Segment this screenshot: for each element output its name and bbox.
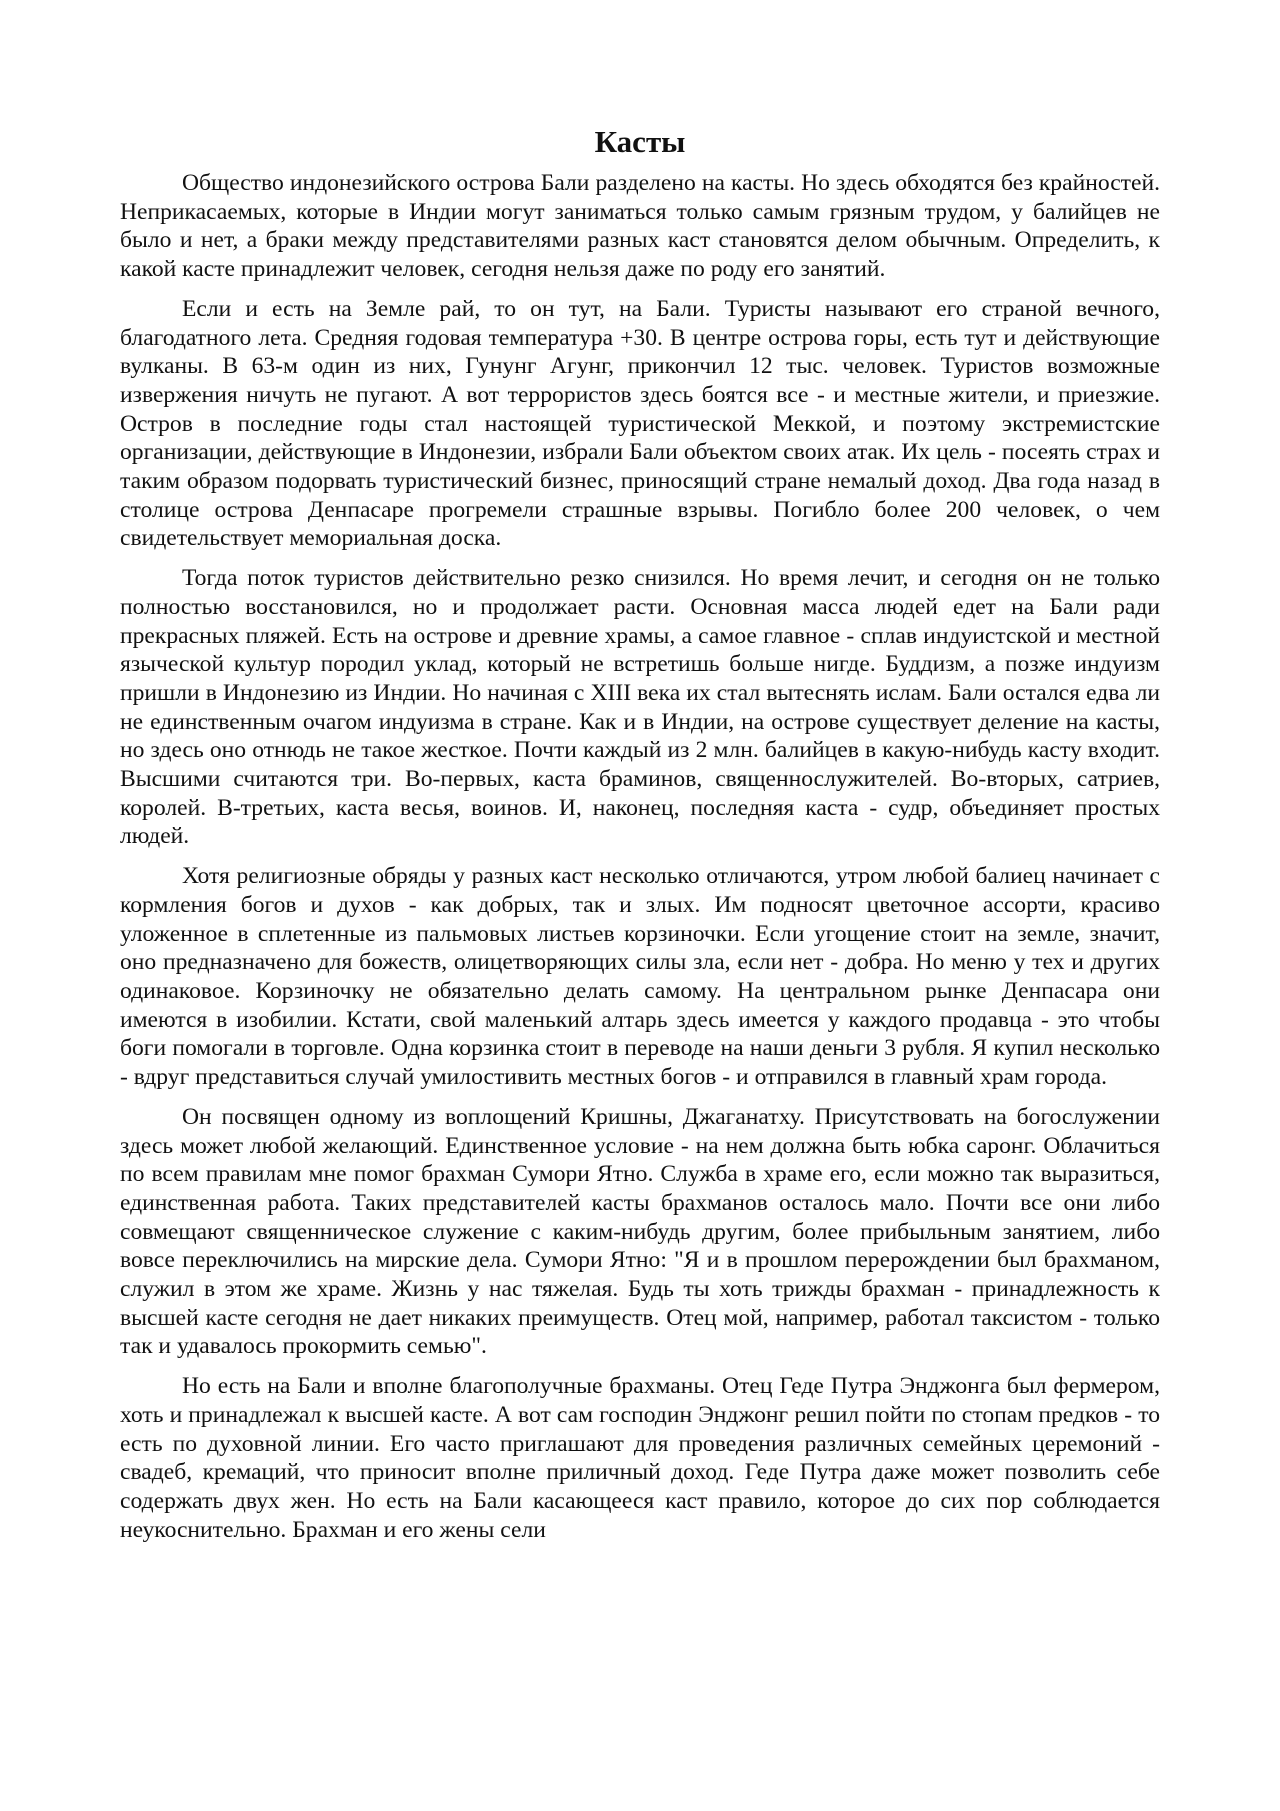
paragraph: Если и есть на Земле рай, то он тут, на Бали. Туристы называют его страной вечного, благодатного лета. Средняя годовая температура +30. В центре острова горы, есть тут и действующие вулканы. В 63-м один из них, Гунунг Агунг, прикончил 12 тыс. человек. Туристов возможные извержения ничуть не пугают. А вот террористов здесь боятся все - и местные жители, и приезжие. Остров в последние годы стал настоящей туристической Меккой, и поэтому экстремистские организации, действующие в Индонезии, избрали Бали объектом своих атак. Их цель - посеять страх и таким образом подорвать туристический бизнес, приносящий стране немалый доход. Два года назад в столице острова Денпасаре прогремели страшные взрывы. Погибло более 200 человек, о чем свидетельствует мемориальная доска. [120, 295, 1160, 552]
paragraph: Хотя религиозные обряды у разных каст несколько отличаются, утром любой балиец начинает с кормления богов и духов - как добрых, так и злых. Им подносят цветочное ассорти, красиво уложенное в сплетенные из пальмовых листьев корзиночки. Если угощение стоит на земле, значит, оно предназначено для божеств, олицетворяющих силы зла, если нет - добра. Но меню у тех и других одинаковое. Корзиночку не обязательно делать самому. На центральном рынке Денпасара они имеются в изобилии. Кстати, свой маленький алтарь здесь имеется у каждого продавца - это чтобы боги помогали в торговле. Одна корзинка стоит в переводе на наши деньги 3 рубля. Я купил несколько - вдруг представиться случай умилостивить местных богов - и отправился в главный храм города. [120, 863, 1160, 1091]
paragraph: Общество индонезийского острова Бали разделено на касты. Но здесь обходятся без крайностей. Неприкасаемых, которые в Индии могут заниматься только самым грязным трудом, у балийцев не было и нет, а браки между представителями разных каст становятся делом обычным. Определить, к какой касте принадлежит человек, сегодня нельзя даже по роду его занятий. [120, 170, 1160, 283]
paragraph: Тогда поток туристов действительно резко снизился. Но время лечит, и сегодня он не только полностью восстановился, но и продолжает расти. Основная масса людей едет на Бали ради прекрасных пляжей. Есть на острове и древние храмы, а самое главное - сплав индуистской и местной языческой культур породил уклад, который не встретишь больше нигде. Буддизм, а позже индуизм пришли в Индонезию из Индии. Но начиная с XIII века их стал вытеснять ислам. Бали остался едва ли не единственным очагом индуизма в стране. Как и в Индии, на острове существует деление на касты, но здесь оно отнюдь не такое жесткое. Почти каждый из 2 млн. балийцев в какую-нибудь касту входит. Высшими считаются три. Во-первых, каста браминов, священнослужителей. Во-вторых, сатриев, королей. В-третьих, каста весья, воинов. И, наконец, последняя каста - судр, объединяет простых людей. [120, 565, 1160, 850]
paragraph: Он посвящен одному из воплощений Кришны, Джаганатху. Присутствовать на богослужении здесь может любой желающий. Единственное условие - на нем должна быть юбка саронг. Облачиться по всем правилам мне помог брахман Сумори Ятно. Служба в храме его, если можно так выразиться, единственная работа. Таких представителей касты брахманов осталось мало. Почти все они либо совмещают священническое служение с каким-нибудь другим, более прибыльным занятием, либо вовсе переключились на мирские дела. Сумори Ятно: "Я и в прошлом перерождении был брахманом, служил в этом же храме. Жизнь у нас тяжелая. Будь ты хоть трижды брахман - принадлежность к высшей касте сегодня не дает никаких преимуществ. Отец мой, например, работал таксистом - только так и удавалось прокормить семью". [120, 1103, 1160, 1360]
document-body [120, 124, 1160, 1555]
document-title: Касты [594, 124, 686, 159]
paragraph: Но есть на Бали и вполне благополучные брахманы. Отец Геде Путра Энджонга был фермером, хоть и принадлежал к высшей касте. А вот сам господин Энджонг решил пойти по стопам предков - то есть по духовной линии. Его часто приглашают для проведения различных семейных церемоний - свадеб, кремаций, что приносит вполне приличный доход. Геде Путра даже может позволить себе содержать двух жен. Но есть на Бали касающееся каст правило, которое до сих пор соблюдается неукоснительно. Брахман и его жены сели [120, 1373, 1160, 1543]
